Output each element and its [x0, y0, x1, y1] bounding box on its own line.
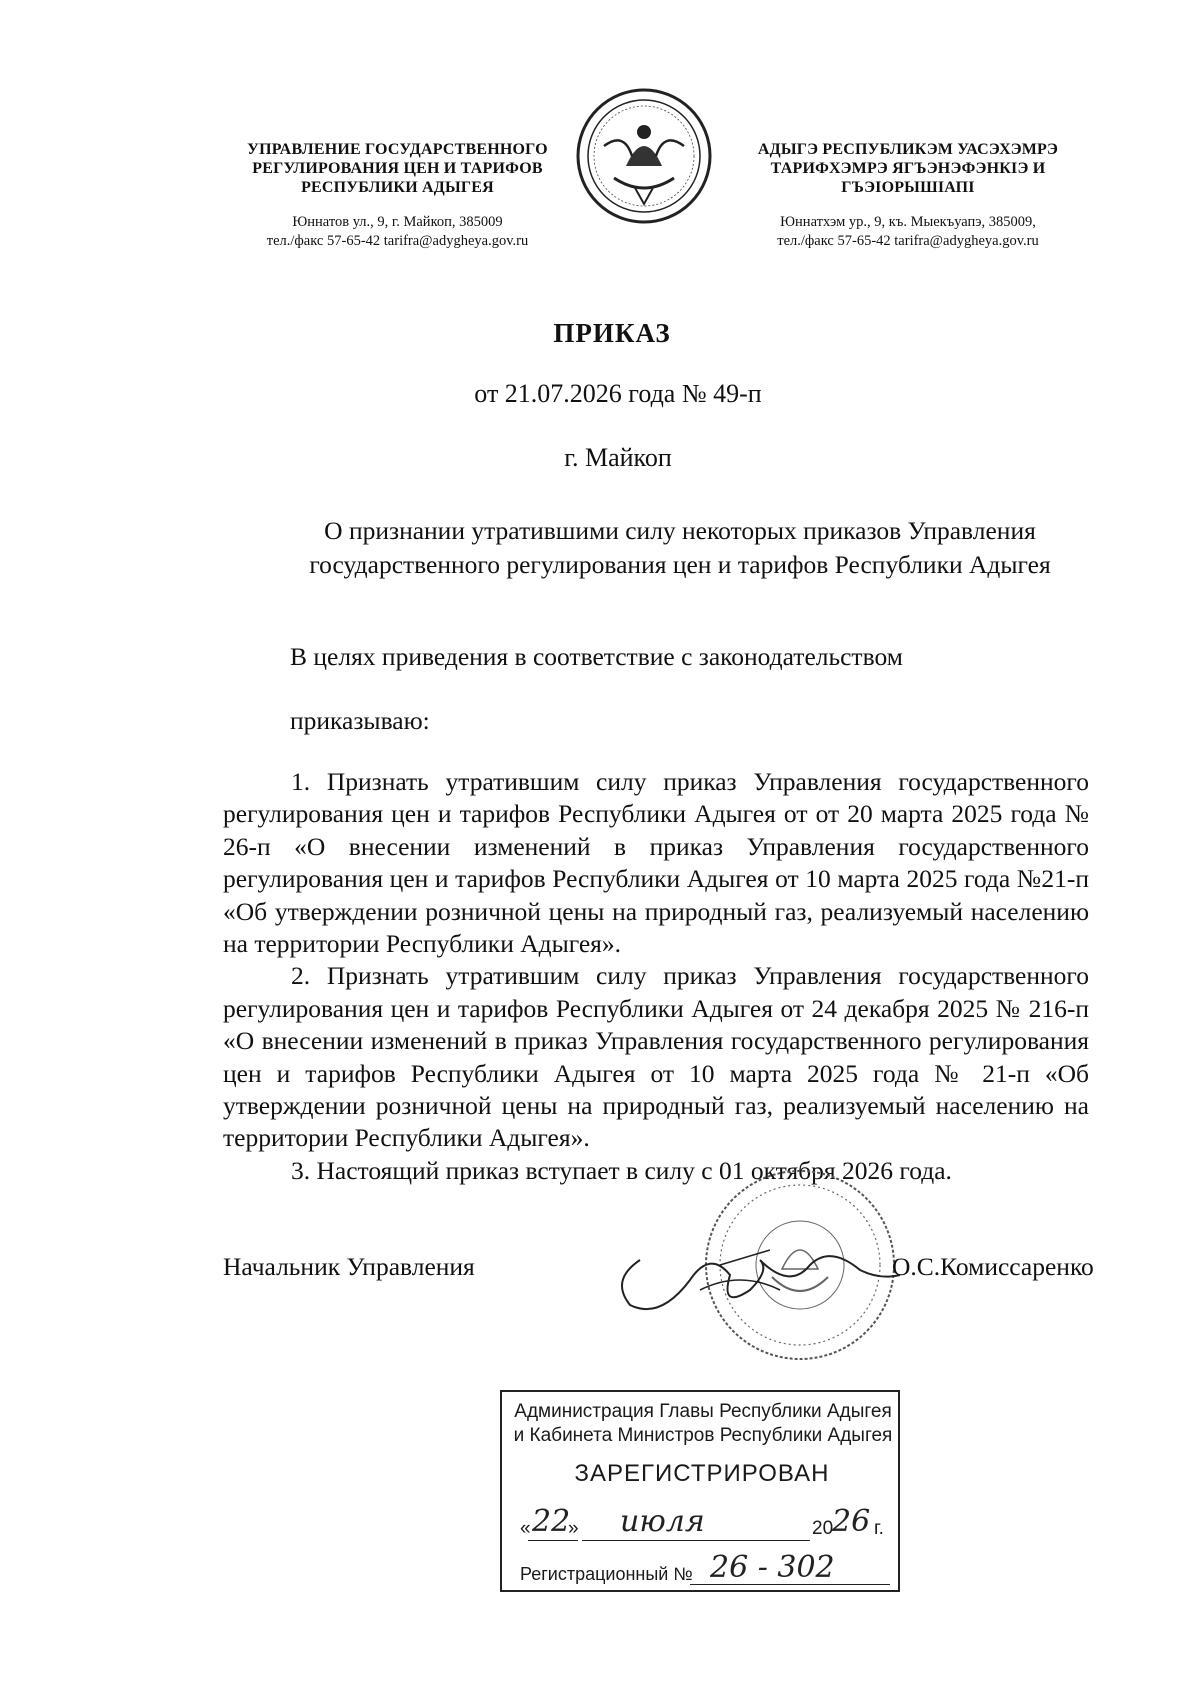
header-left-contacts: тел./факс 57-65-42 tarifra@adygheya.gov.ru	[266, 233, 529, 249]
document-preamble: В целях приведения в соответствие с законодательством	[290, 642, 903, 671]
document-items	[223, 766, 1089, 1187]
registration-year-prefix: 20	[812, 1518, 834, 1539]
document-item-1: 1. Признать утратившим силу приказ Управления государственного регулирования цен и тарифов Республики Адыгея от от 20 марта 2025 года № 26-п «О внесении изменений в приказ Управления государственного регулирования цен и тарифов Республики Адыгея от 10 марта 2025 года №21-п «Об утверждении розничной цены на природный газ, реализуемый населению на территории Республики Адыгея».	[223, 767, 1089, 959]
header-left	[205, 140, 590, 251]
header-right-contacts: тел./факс 57-65-42 tarifra@adygheya.gov.ru	[777, 233, 1039, 249]
registration-stamp-number	[520, 1552, 890, 1588]
registration-stamp	[500, 1390, 900, 1592]
registration-year-suffix: 26	[832, 1504, 871, 1539]
signatory-name: О.С.Комиссаренко	[892, 1252, 1094, 1281]
document-order-word: приказываю:	[290, 706, 430, 735]
header-left-title: УПРАВЛЕНИЕ ГОСУДАРСТВЕННОГО РЕГУЛИРОВАНИЯ ЦЕН И ТАРИФОВ РЕСПУБЛИКИ АДЫГЕЯ	[247, 141, 548, 196]
document-subject: О признании утратившими силу некоторых приказов Управления государственного регулирования цен и тарифов Республики Адыгея	[309, 516, 1051, 579]
header-right-address-block	[722, 213, 1094, 251]
header-left-address: Юннатов ул., 9, г. Майкоп, 385009	[292, 214, 503, 230]
registration-year-mark: г.	[874, 1518, 884, 1539]
document-date-number: от 21.07.2026 года № 49-п	[474, 379, 762, 408]
registration-stamp-status: ЗАРЕГИСТРИРОВАН	[574, 1460, 830, 1487]
registration-number-label: Регистрационный №	[520, 1564, 693, 1584]
registration-month: июля	[620, 1504, 705, 1539]
header-left-address-block	[205, 213, 590, 251]
header-right	[722, 140, 1094, 251]
document-item-2: 2. Признать утратившим силу приказ Управления государственного регулирования цен и тарифов Республики Адыгея от 24 декабря 2025 № 216-п «О внесении изменений в приказ Управления государственного регулирования цен и тарифов Республики Адыгея от 10 марта 2025 года № 21-п «Об утверждении розничной цены на природный газ, реализуемый населению на территории Республики Адыгея».	[223, 961, 1089, 1153]
document-item-3: 3. Настоящий приказ вступает в силу с 01 октября 2026 года.	[291, 1155, 952, 1185]
coat-of-arms-icon	[574, 86, 714, 226]
registration-stamp-org: Администрация Главы Республики Адыгея и Кабинета Министров Республики Адыгея	[513, 1401, 893, 1446]
signatory-position: Начальник Управления	[223, 1252, 475, 1281]
header-right-title: АДЫГЭ РЕСПУБЛИКЭМ УАСЭХЭМРЭ ТАРИФХЭМРЭ ЯГЪЭНЭФЭНКIЭ И ГЪЭIОРЫШIАПI	[757, 141, 1059, 196]
registration-number-value: 26 - 302	[710, 1550, 835, 1585]
document-type: ПРИКАЗ	[553, 318, 671, 348]
header-right-address: Юннатхэм ур., 9, къ. Мыекъуапэ, 385009,	[780, 214, 1036, 230]
registration-day: 22	[532, 1504, 571, 1539]
handwritten-signature-icon	[600, 1220, 920, 1330]
document-city: г. Майкоп	[564, 443, 672, 472]
registration-stamp-date: « 22 » июля 20 26 г.	[520, 1504, 884, 1539]
